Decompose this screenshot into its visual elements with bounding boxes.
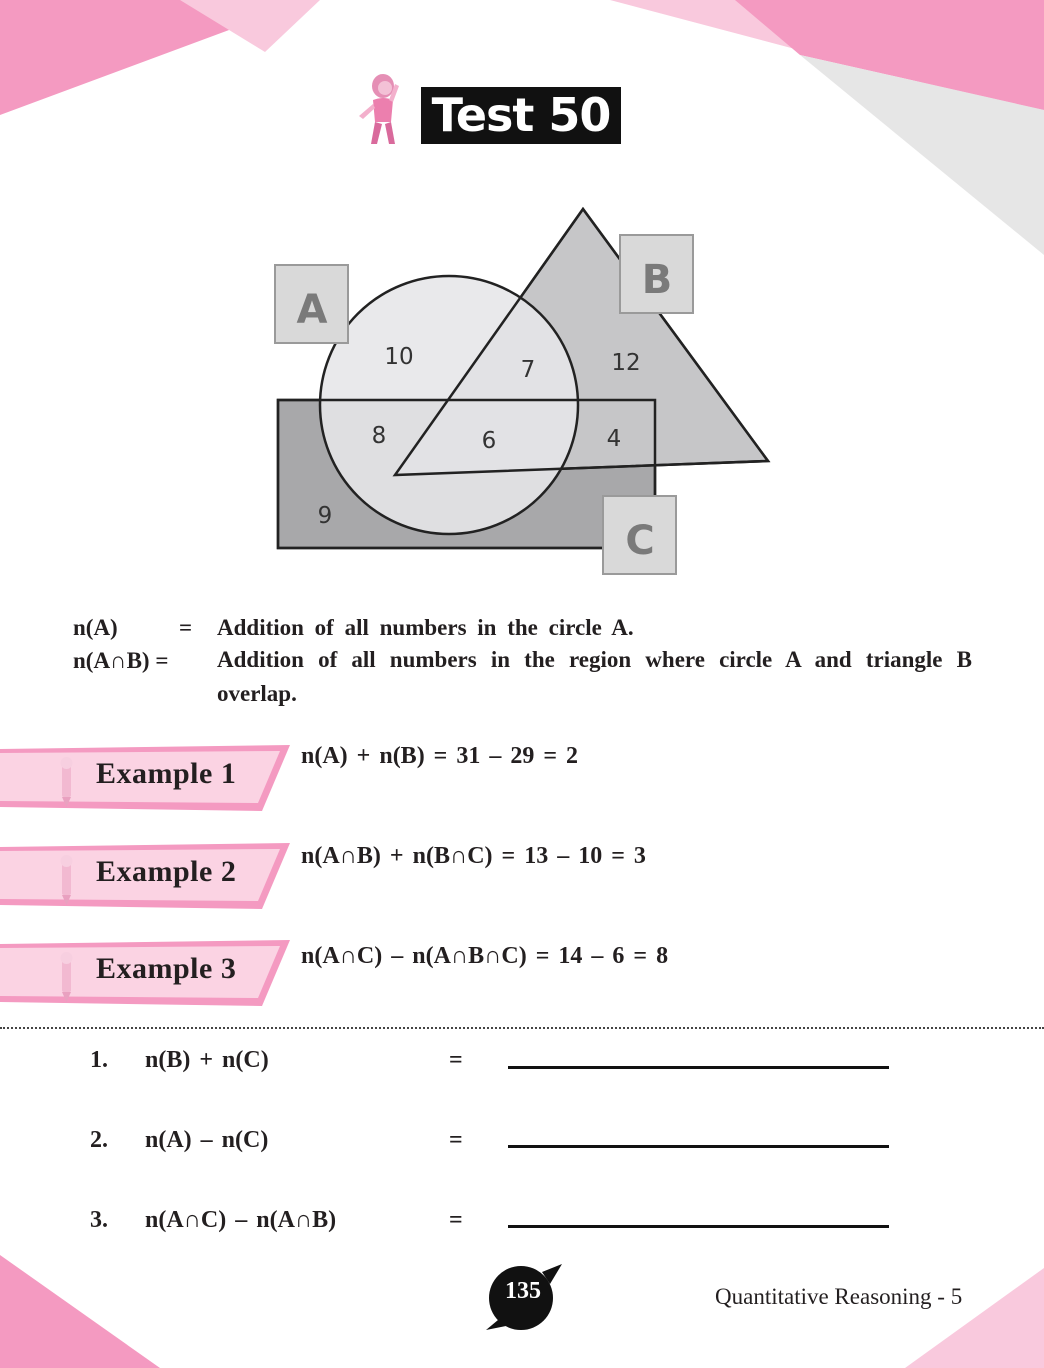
- example-equation: n(A∩B) + n(B∩C) = 13 – 10 = 3: [301, 843, 646, 869]
- label-a: A: [296, 287, 328, 333]
- definition-term: n(A∩B) =: [73, 648, 169, 673]
- question-expression: n(A∩C) – n(A∩B): [145, 1207, 337, 1233]
- question-equals: =: [449, 1127, 463, 1153]
- mascot-icon: [355, 72, 411, 148]
- region-b-only: 12: [611, 350, 641, 376]
- circle-a: [317, 276, 578, 534]
- dotted-divider: [0, 1027, 1044, 1029]
- question-number: 3.: [90, 1207, 108, 1233]
- region-a-b: 7: [520, 357, 536, 383]
- question-equals: =: [449, 1207, 463, 1233]
- page-title: Test 50: [421, 87, 621, 144]
- region-c-only: 9: [317, 503, 333, 529]
- question-expression: n(A) – n(C): [145, 1127, 269, 1153]
- definition-text: Addition of all numbers in the region where circle A and triangle B overlap.: [217, 647, 972, 706]
- example-equation: n(A∩C) – n(A∩B∩C) = 14 – 6 = 8: [301, 943, 669, 969]
- definition-equals: =: [179, 615, 193, 640]
- question-expression: n(B) + n(C): [145, 1047, 269, 1073]
- region-a-b-c: 6: [481, 428, 497, 454]
- definition-term: n(A): [73, 615, 118, 640]
- answer-line[interactable]: [508, 1145, 889, 1148]
- definition-text: Addition of all numbers in the circle A.: [217, 615, 634, 640]
- example-label: Example 1: [96, 757, 237, 790]
- book-title: Quantitative Reasoning - 5: [715, 1284, 963, 1309]
- answer-line[interactable]: [508, 1066, 889, 1069]
- label-c: C: [625, 518, 655, 564]
- question-number: 1.: [90, 1047, 108, 1073]
- question-number: 2.: [90, 1127, 108, 1153]
- region-a-c: 8: [371, 423, 387, 449]
- region-b-c: 4: [606, 426, 622, 452]
- answer-line[interactable]: [508, 1225, 889, 1228]
- region-a-only: 10: [384, 344, 414, 370]
- question-equals: =: [449, 1047, 463, 1073]
- page-number: 135: [505, 1278, 541, 1304]
- example-label: Example 2: [96, 855, 237, 888]
- label-b: B: [641, 257, 673, 303]
- example-equation: n(A) + n(B) = 31 – 29 = 2: [301, 743, 579, 769]
- example-label: Example 3: [96, 952, 237, 985]
- venn-diagram: [260, 200, 780, 590]
